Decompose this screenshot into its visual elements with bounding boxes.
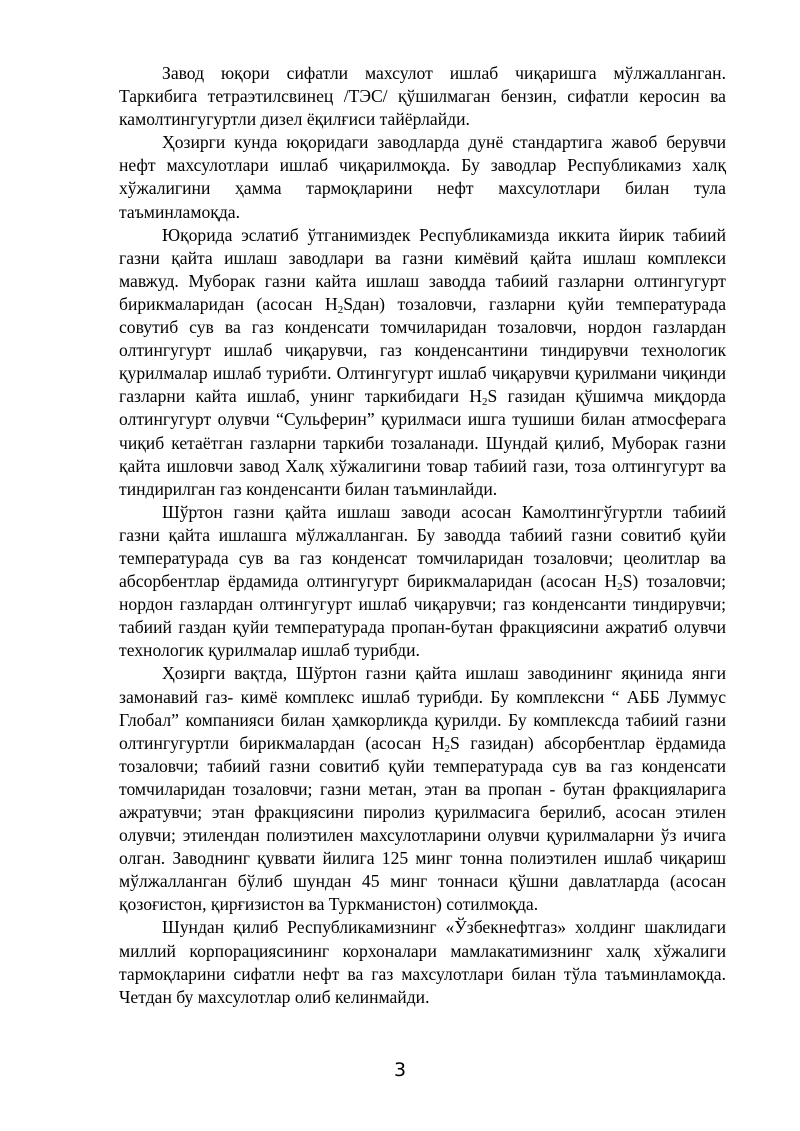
paragraph-text: Юқорида эслатиб ўтганимиздек Республикамизда иккита йирик табиий газни қайта ишлаш заводлари ва газни кимёвий қайта ишлаш комплекси мавжуд. Муборак газни кайта ишлаш заводда табиий газларни олтингугурт бирикмаларидан (асосан H — [119, 224, 726, 314]
subscript-text: 2 — [481, 396, 488, 409]
document-body — [119, 62, 726, 1009]
paragraph-text: S) тозаловчи; нордон газлардан олтингугурт ишлаб чиқарувчи; газ конденсанти тиндирувчи; табиий газдан қуйи температурада пропан-бутан фракциясини ажратиб олувчи технологик қурилмалар ишлаб турибди. — [119, 571, 726, 661]
paragraph — [119, 501, 726, 663]
paragraph — [119, 62, 726, 131]
paragraph-text: S газидан қўшимча миқдорда олтингугурт олувчи “Сульферин” қурилмаси ишга тушиши билан атмосферага чиқиб кетаётган газларни таркиби тозаланади. Шундай қилиб, Муборак газни қайта ишловчи завод Халқ хўжалигини товар табиий гази, тоза олтингугурт ва тиндирилган газ конденсанти билан таъминлайди. — [119, 386, 726, 499]
paragraph-text: Шўртон газни қайта ишлаш заводи асосан Камолтингўгуртли табиий газни қайта ишлашга мўлжалланган. Бу заводда табиий газни совитиб қуйи температурада сув ва газ конденсат томчиларидан тозаловчи; цеолитлар ва абсорбентлар ёрдамида олтингугурт бирикмаларидан (асосан H — [119, 501, 726, 592]
paragraph-text: S газидан) абсорбентлар ёрдамида тозаловчи; табиий газни совитиб қуйи температурада сув ва газ конденсати томчиларидан тозаловчи; газни метан, этан ва пропан - бутан фракцияларига ажратувчи; этан фракциясини пиролиз қурилмасига берилиб, асосан этилен олувчи; этилендан полиэтилен махсулотларини олувчи қурилмаларни ўз ичига олган. Заводнинг қуввати йилига 125 минг тонна полиэтилен ишлаб чиқариш мўлжалланган бўлиб шундан 45 минг тоннаси қўшни давлатларда (асосан қозоғистон, қирғизистон ва Туркманистон) сотилмоқда. — [119, 732, 726, 915]
subscript-text: 2 — [617, 580, 623, 593]
subscript-text: 2 — [337, 303, 344, 316]
paragraph — [119, 916, 726, 1008]
paragraph-text: Sдан) тозаловчи, газларни қуйи температурада совутиб сув ва газ конденсати томчиларидан тозаловчи, нордон газлардан олтингугурт ишлаб чиқарувчи, газ конденсантини тиндирувчи технологик қурилмалар ишлаб турибти. Олтингугурт ишлаб чиқарувчи қурилмани чиқинди газларни кайта ишлаб, унинг таркибидаги H — [119, 293, 727, 407]
subscript-text: 2 — [444, 742, 451, 755]
paragraph — [119, 131, 726, 223]
paragraph-text: Ҳозирги вақтда, Шўртон газни қайта ишлаш заводининг яқинида янги замонавий газ- кимё комплекс ишлаб турибди. Бу комплексни “ АББ Луммус Глобал” компанияси билан ҳамкорликда қурилди. Бу комплексда табиий газни олтингугуртли бирикмалардан (асосан H — [119, 663, 726, 753]
page-number: 3 — [393, 1059, 407, 1081]
paragraph — [119, 224, 726, 501]
paragraph — [119, 662, 726, 916]
paragraph-text: Ҳозирги кунда юқоридаги заводларда дунё стандартига жавоб берувчи нефт махсулотлари ишлаб чиқарилмоқда. Бу заводлар Республикамиз халқ хўжалигини ҳамма тармоқларини нефт махсулотлари билан тула таъминламоқда. — [119, 132, 726, 222]
paragraph-text: Шундан қилиб Республикамизнинг «Ўзбекнефтгаз» холдинг шаклидаги миллий корпорациясининг корхоналари мамлакатимизнинг халқ хўжалиги тармоқларини сифатли нефт ва газ махсулотлари билан тўла таъминламоқда. Четдан бу махсулотлар олиб келинмайди. — [119, 917, 726, 1007]
paragraph-text: Завод юқори сифатли махсулот ишлаб чиқаришга мўлжалланган. Таркибига тетраэтилсвинец /ТЭС/ қўшилмаган бензин, сифатли керосин ва камолтингугуртли дизел ёқилғиси тайёрлайди. — [119, 63, 726, 130]
